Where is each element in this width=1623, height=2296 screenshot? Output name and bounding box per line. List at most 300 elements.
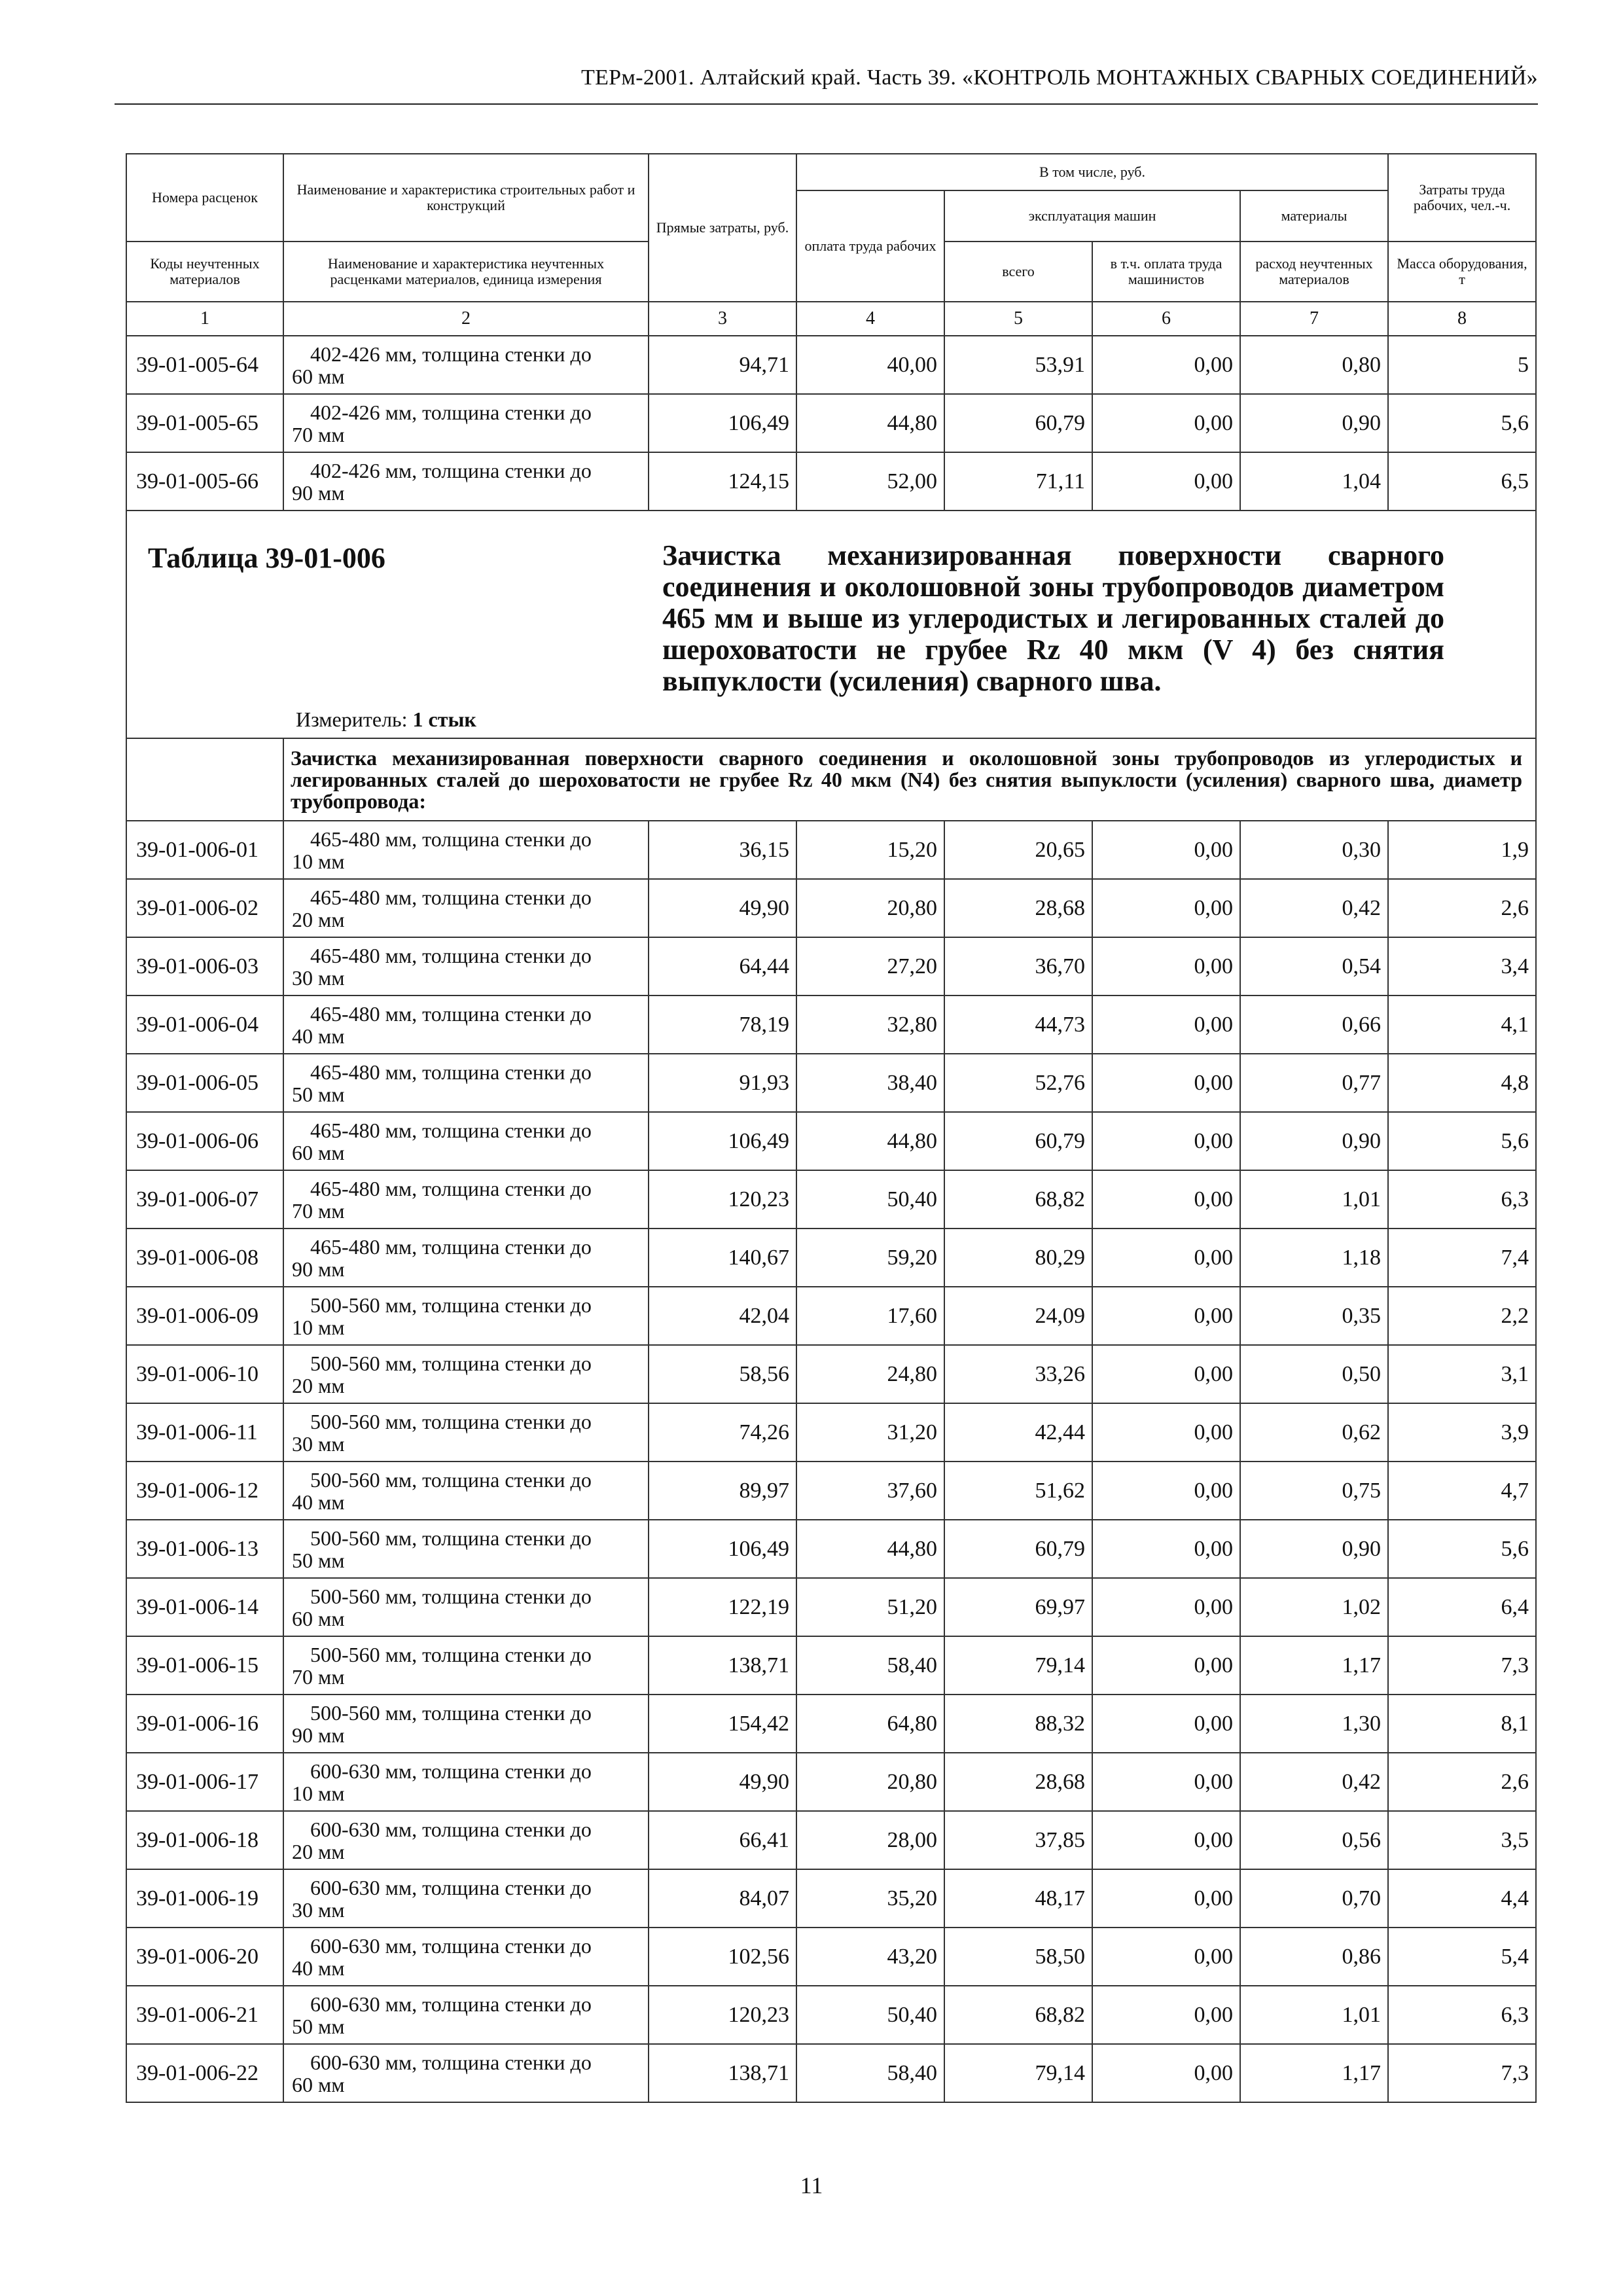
labor-value: 7,3 [1388,2044,1536,2102]
rate-code: 39-01-006-19 [126,1869,283,1928]
table-row [126,452,1536,511]
work-description-line-1: 402-426 мм, толщина стенки до [310,458,592,482]
header-machines-total: всего [944,242,1092,302]
materials-value: 1,04 [1240,452,1388,511]
machinists-wage-value: 0,00 [1092,1462,1240,1520]
direct-cost-value: 122,19 [649,1578,796,1636]
work-description-line-2: 90 мм [292,1723,345,1747]
rate-code: 39-01-005-65 [126,394,283,452]
header-materials-consumption: расход неучтенных материалов [1240,242,1388,302]
work-description-line-2: 40 мм [292,1490,345,1514]
column-number: 8 [1388,302,1536,336]
rate-code: 39-01-006-01 [126,821,283,879]
work-description-line-1: 465-480 мм, толщина стенки до [310,1060,592,1084]
wage-value: 52,00 [796,452,944,511]
header-worker-wage: оплата труда рабочих [796,190,944,302]
materials-value: 0,42 [1240,879,1388,937]
wage-value: 31,20 [796,1403,944,1462]
materials-value: 0,50 [1240,1345,1388,1403]
work-description-line-2: 10 мм [292,1781,345,1805]
work-description-line-1: 600-630 мм, толщина стенки до [310,1992,592,2016]
direct-cost-value: 138,71 [649,2044,796,2102]
machinists-wage-value: 0,00 [1092,1986,1240,2044]
wage-value: 28,00 [796,1811,944,1869]
wage-value: 35,20 [796,1869,944,1928]
column-number: 2 [283,302,649,336]
rate-code: 39-01-006-16 [126,1695,283,1753]
work-description [283,1520,649,1578]
work-description [283,821,649,879]
labor-value: 5 [1388,336,1536,394]
work-description-line-2: 10 мм [292,849,345,873]
machinists-wage-value: 0,00 [1092,1811,1240,1869]
work-description-line-2: 30 мм [292,1431,345,1456]
work-description [283,1229,649,1287]
rate-code: 39-01-006-06 [126,1112,283,1170]
rate-code: 39-01-006-09 [126,1287,283,1345]
wage-value: 43,20 [796,1928,944,1986]
materials-value: 0,56 [1240,1811,1388,1869]
materials-value: 1,01 [1240,1986,1388,2044]
materials-value: 1,30 [1240,1695,1388,1753]
direct-cost-value: 49,90 [649,1753,796,1811]
machinists-wage-value: 0,00 [1092,821,1240,879]
materials-value: 1,17 [1240,1636,1388,1695]
wage-value: 32,80 [796,996,944,1054]
machinists-wage-value: 0,00 [1092,1345,1240,1403]
machinists-wage-value: 0,00 [1092,1403,1240,1462]
machinists-wage-value: 0,00 [1092,1869,1240,1928]
wage-value: 37,60 [796,1462,944,1520]
materials-value: 1,17 [1240,2044,1388,2102]
work-description-line-1: 402-426 мм, толщина стенки до [310,400,592,424]
work-description [283,2044,649,2102]
direct-cost-value: 78,19 [649,996,796,1054]
direct-cost-value: 94,71 [649,336,796,394]
machines-value: 48,17 [944,1869,1092,1928]
table-row [126,2044,1536,2102]
work-description-line-1: 402-426 мм, толщина стенки до [310,342,592,366]
direct-cost-value: 120,23 [649,1986,796,2044]
table-row [126,937,1536,996]
work-description-line-1: 500-560 мм, толщина стенки до [310,1293,592,1317]
table-row [126,996,1536,1054]
header-code-top: Номера расценок [126,154,283,242]
machines-value: 51,62 [944,1462,1092,1520]
rate-code: 39-01-006-18 [126,1811,283,1869]
work-description [283,1636,649,1695]
header-code-bottom: Коды неучтенных материалов [126,242,283,302]
work-description-line-2: 30 мм [292,965,345,990]
empty-cell [126,738,283,821]
rate-code: 39-01-006-14 [126,1578,283,1636]
direct-cost-value: 140,67 [649,1229,796,1287]
machines-value: 79,14 [944,1636,1092,1695]
machines-value: 68,82 [944,1986,1092,2044]
work-description-line-1: 500-560 мм, толщина стенки до [310,1584,592,1608]
direct-cost-value: 84,07 [649,1869,796,1928]
table-row [126,1287,1536,1345]
labor-value: 6,4 [1388,1578,1536,1636]
materials-value: 1,18 [1240,1229,1388,1287]
rate-code: 39-01-006-12 [126,1462,283,1520]
column-number: 7 [1240,302,1388,336]
work-description [283,1112,649,1170]
machinists-wage-value: 0,00 [1092,394,1240,452]
work-description-line-2: 30 мм [292,1897,345,1922]
rate-code: 39-01-006-04 [126,996,283,1054]
machinists-wage-value: 0,00 [1092,1753,1240,1811]
table-row [126,1986,1536,2044]
wage-value: 20,80 [796,879,944,937]
section-description-row [126,738,1536,821]
table-row [126,1753,1536,1811]
labor-value: 5,6 [1388,1520,1536,1578]
materials-value: 0,80 [1240,336,1388,394]
column-number: 5 [944,302,1092,336]
table-row [126,1928,1536,1986]
work-description [283,1928,649,1986]
column-number: 3 [649,302,796,336]
work-description-line-2: 20 мм [292,1839,345,1863]
labor-value: 7,4 [1388,1229,1536,1287]
work-description-line-1: 500-560 мм, толщина стенки до [310,1526,592,1550]
machinists-wage-value: 0,00 [1092,879,1240,937]
work-description [283,1462,649,1520]
labor-value: 2,6 [1388,1753,1536,1811]
work-description-line-2: 50 мм [292,2014,345,2038]
header-machines-group: эксплуатация машин [944,190,1240,242]
machines-value: 60,79 [944,394,1092,452]
labor-value: 4,8 [1388,1054,1536,1112]
table-row [126,1869,1536,1928]
wage-value: 44,80 [796,1112,944,1170]
machines-value: 37,85 [944,1811,1092,1869]
header-including-group: В том числе, руб. [796,154,1388,190]
wage-value: 17,60 [796,1287,944,1345]
work-description-line-2: 90 мм [292,480,345,505]
materials-value: 0,62 [1240,1403,1388,1462]
machines-value: 80,29 [944,1229,1092,1287]
table-row [126,1811,1536,1869]
work-description-line-1: 465-480 мм, толщина стенки до [310,885,592,909]
machines-value: 33,26 [944,1345,1092,1403]
work-description-line-1: 500-560 мм, толщина стенки до [310,1467,592,1492]
header-equipment-mass: Масса оборудования, т [1388,242,1536,302]
machinists-wage-value: 0,00 [1092,2044,1240,2102]
work-description-line-2: 60 мм [292,1606,345,1630]
rate-code: 39-01-006-05 [126,1054,283,1112]
labor-value: 6,5 [1388,452,1536,511]
wage-value: 50,40 [796,1986,944,2044]
direct-cost-value: 91,93 [649,1054,796,1112]
header-direct-costs: Прямые затраты, руб. [649,154,796,302]
direct-cost-value: 106,49 [649,1112,796,1170]
work-description [283,394,649,452]
work-description [283,1753,649,1811]
materials-value: 1,01 [1240,1170,1388,1229]
table-row [126,1054,1536,1112]
rate-code: 39-01-005-66 [126,452,283,511]
work-description-line-2: 60 мм [292,1140,345,1164]
machines-value: 68,82 [944,1170,1092,1229]
direct-cost-value: 106,49 [649,1520,796,1578]
direct-cost-value: 66,41 [649,1811,796,1869]
machines-value: 28,68 [944,879,1092,937]
machines-value: 88,32 [944,1695,1092,1753]
rate-code: 39-01-006-02 [126,879,283,937]
work-description-line-2: 60 мм [292,2072,345,2096]
labor-value: 6,3 [1388,1986,1536,2044]
machines-value: 71,11 [944,452,1092,511]
materials-value: 0,35 [1240,1287,1388,1345]
machines-value: 79,14 [944,2044,1092,2102]
section-description: Зачистка механизированная поверхности сварного соединения и околошовной зоны трубопроводов из углеродистых и легированных сталей до шероховатости не грубее Rz 40 мкм (N4) без снятия выпуклости (усиления) сварного шва, диаметр трубопровода: [283,738,1536,821]
table-row [126,1170,1536,1229]
wage-value: 58,40 [796,1636,944,1695]
table-row [126,1112,1536,1170]
machines-value: 58,50 [944,1928,1092,1986]
rate-code: 39-01-006-07 [126,1170,283,1229]
rate-code: 39-01-006-08 [126,1229,283,1287]
wage-value: 24,80 [796,1345,944,1403]
wage-value: 50,40 [796,1170,944,1229]
work-description-line-1: 465-480 мм, толщина стенки до [310,1001,592,1026]
column-number: 6 [1092,302,1240,336]
machinists-wage-value: 0,00 [1092,336,1240,394]
table-row [126,1636,1536,1695]
work-description-line-1: 465-480 мм, толщина стенки до [310,1234,592,1259]
work-description-line-1: 600-630 мм, толщина стенки до [310,1933,592,1958]
page-header-title: ТЕРм-2001. Алтайский край. Часть 39. «КОНТРОЛЬ МОНТАЖНЫХ СВАРНЫХ СОЕДИНЕНИЙ» [581,65,1538,90]
work-description [283,879,649,937]
page-number: 11 [800,2172,823,2198]
table-row [126,1462,1536,1520]
table-row [126,1695,1536,1753]
work-description-line-1: 465-480 мм, толщина стенки до [310,1176,592,1200]
work-description [283,1345,649,1403]
work-description-line-2: 90 мм [292,1257,345,1281]
unit-value: 1 стык [412,708,476,731]
machinists-wage-value: 0,00 [1092,1578,1240,1636]
wage-value: 44,80 [796,394,944,452]
rate-code: 39-01-006-03 [126,937,283,996]
materials-value: 1,02 [1240,1578,1388,1636]
direct-cost-value: 42,04 [649,1287,796,1345]
machines-value: 52,76 [944,1054,1092,1112]
work-description-line-1: 500-560 мм, толщина стенки до [310,1351,592,1375]
column-number: 1 [126,302,283,336]
machines-value: 60,79 [944,1520,1092,1578]
machinists-wage-value: 0,00 [1092,1695,1240,1753]
wage-value: 27,20 [796,937,944,996]
table-row [126,336,1536,394]
unit-of-measure [296,708,476,732]
work-description [283,937,649,996]
labor-value: 5,6 [1388,394,1536,452]
rate-code: 39-01-006-22 [126,2044,283,2102]
direct-cost-value: 102,56 [649,1928,796,1986]
machines-value: 60,79 [944,1112,1092,1170]
table-row [126,821,1536,879]
labor-value: 7,3 [1388,1636,1536,1695]
materials-value: 0,90 [1240,1520,1388,1578]
labor-value: 3,5 [1388,1811,1536,1869]
direct-cost-value: 58,56 [649,1345,796,1403]
work-description [283,996,649,1054]
labor-value: 3,1 [1388,1345,1536,1403]
header-divider [115,103,1538,105]
machinists-wage-value: 0,00 [1092,937,1240,996]
rate-code: 39-01-006-13 [126,1520,283,1578]
labor-value: 6,3 [1388,1170,1536,1229]
machines-value: 44,73 [944,996,1092,1054]
rate-code: 39-01-006-20 [126,1928,283,1986]
work-description-line-1: 465-480 мм, толщина стенки до [310,943,592,967]
work-description [283,1054,649,1112]
work-description-line-2: 20 мм [292,1373,345,1397]
materials-value: 0,90 [1240,1112,1388,1170]
rate-code: 39-01-006-10 [126,1345,283,1403]
machinists-wage-value: 0,00 [1092,452,1240,511]
wage-value: 40,00 [796,336,944,394]
machinists-wage-value: 0,00 [1092,1636,1240,1695]
work-description-line-1: 600-630 мм, толщина стенки до [310,1759,592,1783]
direct-cost-value: 120,23 [649,1170,796,1229]
rates-table [126,153,1537,2103]
rate-code: 39-01-005-64 [126,336,283,394]
table-row [126,1578,1536,1636]
table-title: Зачистка механизированная поверхности сварного соединения и околошовной зоны трубопроводов диаметром 465 мм и выше из углеродистых и легированных сталей до шероховатости не грубее Rz 40 мкм (V 4) без снятия выпуклости (усиления) сварного шва. [662,539,1444,697]
section-title-block [134,511,1529,738]
work-description [283,1695,649,1753]
table-row [126,394,1536,452]
machines-value: 53,91 [944,336,1092,394]
rate-code: 39-01-006-15 [126,1636,283,1695]
labor-value: 3,9 [1388,1403,1536,1462]
work-description-line-2: 50 мм [292,1548,345,1572]
table-row [126,1345,1536,1403]
machines-value: 28,68 [944,1753,1092,1811]
labor-value: 2,2 [1388,1287,1536,1345]
work-description-line-1: 600-630 мм, толщина стенки до [310,1817,592,1841]
rate-code: 39-01-006-17 [126,1753,283,1811]
machinists-wage-value: 0,00 [1092,1229,1240,1287]
header-name-bottom: Наименование и характеристика неучтенных расценками материалов, единица измерения [283,242,649,302]
work-description [283,1986,649,2044]
work-description-line-2: 10 мм [292,1315,345,1339]
work-description-line-2: 40 мм [292,1956,345,1980]
work-description-line-2: 20 мм [292,907,345,931]
work-description [283,336,649,394]
materials-value: 0,90 [1240,394,1388,452]
machinists-wage-value: 0,00 [1092,1112,1240,1170]
work-description [283,1403,649,1462]
section-title-cell [126,511,1536,738]
work-description-line-2: 70 мм [292,422,345,446]
unit-label: Измеритель: [296,708,408,731]
work-description-line-2: 70 мм [292,1198,345,1223]
labor-value: 1,9 [1388,821,1536,879]
work-description-line-2: 60 мм [292,364,345,388]
machines-value: 42,44 [944,1403,1092,1462]
work-description-line-1: 500-560 мм, толщина стенки до [310,1642,592,1666]
table-row [126,1403,1536,1462]
wage-value: 64,80 [796,1695,944,1753]
work-description [283,1869,649,1928]
materials-value: 0,54 [1240,937,1388,996]
work-description-line-1: 500-560 мм, толщина стенки до [310,1409,592,1433]
machinists-wage-value: 0,00 [1092,1287,1240,1345]
machinists-wage-value: 0,00 [1092,1520,1240,1578]
direct-cost-value: 74,26 [649,1403,796,1462]
wage-value: 44,80 [796,1520,944,1578]
wage-value: 15,20 [796,821,944,879]
rate-code: 39-01-006-21 [126,1986,283,2044]
header-name-top: Наименование и характеристика строительных работ и конструкций [283,154,649,242]
labor-value: 3,4 [1388,937,1536,996]
work-description-line-1: 465-480 мм, толщина стенки до [310,1118,592,1142]
work-description-line-2: 50 мм [292,1082,345,1106]
header-materials: материалы [1240,190,1388,242]
work-description [283,1287,649,1345]
wage-value: 59,20 [796,1229,944,1287]
work-description [283,1170,649,1229]
table-row [126,879,1536,937]
materials-value: 0,86 [1240,1928,1388,1986]
direct-cost-value: 106,49 [649,394,796,452]
machines-value: 20,65 [944,821,1092,879]
header-labor-costs: Затраты труда рабочих, чел.-ч. [1388,154,1536,242]
machinists-wage-value: 0,00 [1092,1170,1240,1229]
wage-value: 58,40 [796,2044,944,2102]
table-row [126,1229,1536,1287]
work-description [283,1578,649,1636]
section-title-row [126,511,1536,738]
machines-value: 36,70 [944,937,1092,996]
materials-value: 0,70 [1240,1869,1388,1928]
materials-value: 0,77 [1240,1054,1388,1112]
labor-value: 5,4 [1388,1928,1536,1986]
direct-cost-value: 89,97 [649,1462,796,1520]
table-number: Таблица 39-01-006 [148,542,385,574]
machinists-wage-value: 0,00 [1092,996,1240,1054]
labor-value: 4,4 [1388,1869,1536,1928]
labor-value: 4,1 [1388,996,1536,1054]
machines-value: 24,09 [944,1287,1092,1345]
machinists-wage-value: 0,00 [1092,1054,1240,1112]
direct-cost-value: 154,42 [649,1695,796,1753]
machinists-wage-value: 0,00 [1092,1928,1240,1986]
table-row [126,1520,1536,1578]
labor-value: 2,6 [1388,879,1536,937]
wage-value: 20,80 [796,1753,944,1811]
work-description-line-1: 600-630 мм, толщина стенки до [310,2050,592,2074]
work-description-line-1: 465-480 мм, толщина стенки до [310,827,592,851]
direct-cost-value: 49,90 [649,879,796,937]
direct-cost-value: 138,71 [649,1636,796,1695]
materials-value: 0,75 [1240,1462,1388,1520]
wage-value: 38,40 [796,1054,944,1112]
wage-value: 51,20 [796,1578,944,1636]
labor-value: 8,1 [1388,1695,1536,1753]
direct-cost-value: 124,15 [649,452,796,511]
rate-code: 39-01-006-11 [126,1403,283,1462]
work-description-line-1: 500-560 мм, толщина стенки до [310,1700,592,1725]
machines-value: 69,97 [944,1578,1092,1636]
labor-value: 4,7 [1388,1462,1536,1520]
direct-cost-value: 36,15 [649,821,796,879]
